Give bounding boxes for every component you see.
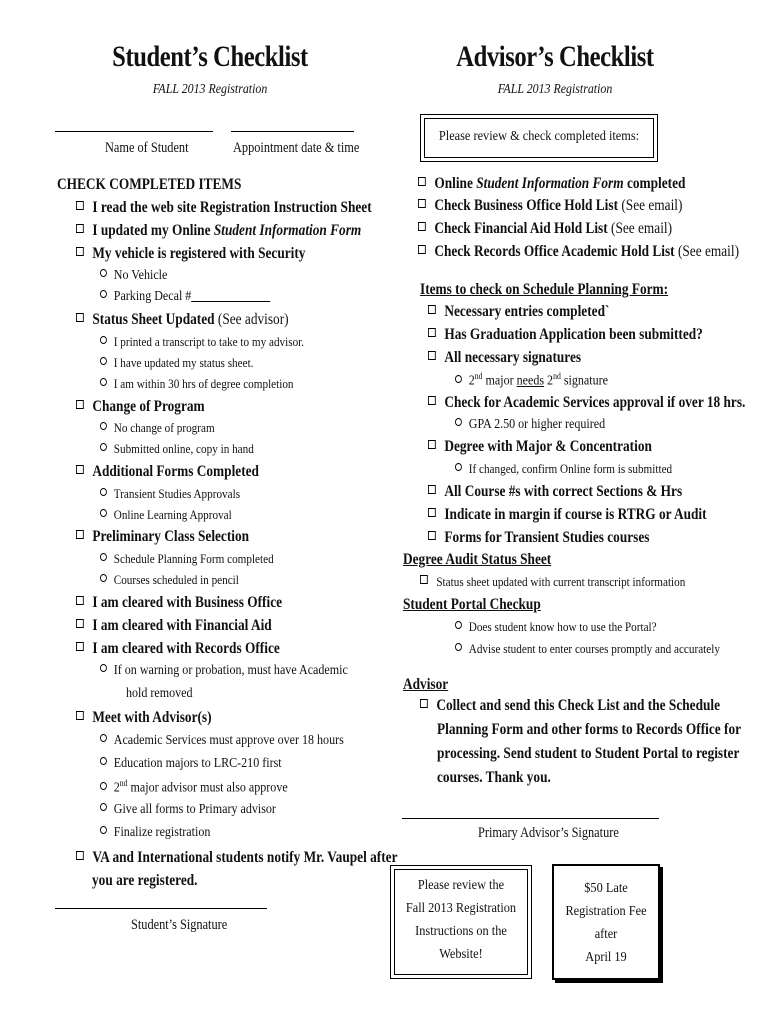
advisor-subtitle: FALL 2013 Registration bbox=[497, 82, 613, 97]
radio-circle[interactable] bbox=[100, 336, 107, 344]
radio-circle[interactable] bbox=[455, 621, 462, 629]
student-item[interactable]: Additional Forms Completed bbox=[76, 463, 259, 481]
student-item[interactable]: My vehicle is registered with Security bbox=[76, 245, 305, 263]
checkbox[interactable] bbox=[76, 530, 84, 539]
radio-circle[interactable] bbox=[100, 488, 107, 496]
check-completed-heading: CHECK COMPLETED ITEMS bbox=[57, 176, 242, 193]
review-box-text: Please review & check completed items: bbox=[438, 129, 640, 144]
parking-decal-field[interactable] bbox=[191, 289, 270, 302]
student-name-label: Name of Student bbox=[105, 140, 189, 156]
advisor-heading: Advisor bbox=[403, 676, 449, 693]
notice-line: Fall 2013 Registration bbox=[405, 901, 517, 916]
fee-line: after bbox=[594, 927, 618, 942]
checkbox[interactable] bbox=[428, 396, 436, 405]
schedule-item[interactable]: Check for Academic Services approval if over 18 hrs. bbox=[428, 394, 745, 412]
sub-item[interactable]: 2nd major advisor must also approve bbox=[100, 778, 288, 797]
radio-circle[interactable] bbox=[100, 782, 107, 790]
sub-item[interactable]: I am within 30 hrs of degree completion bbox=[100, 376, 294, 392]
radio-circle[interactable] bbox=[100, 664, 107, 672]
radio-circle[interactable] bbox=[455, 463, 462, 471]
student-item[interactable]: Change of Program bbox=[76, 398, 205, 416]
advisor-item[interactable]: Check Records Office Academic Hold List (See email) bbox=[418, 243, 739, 261]
advisor-checklist-title: Advisor’s Checklist bbox=[456, 40, 654, 73]
checkbox[interactable] bbox=[76, 247, 84, 256]
schedule-sub-item[interactable]: If changed, confirm Online form is submitted bbox=[455, 461, 672, 477]
sub-item[interactable]: Give all forms to Primary advisor bbox=[100, 802, 276, 818]
checkbox[interactable] bbox=[76, 596, 84, 605]
student-item[interactable]: Status Sheet Updated (See advisor) bbox=[76, 311, 289, 329]
appointment-line bbox=[231, 131, 354, 132]
checkbox[interactable] bbox=[420, 575, 428, 584]
checkbox[interactable] bbox=[428, 328, 436, 337]
checkbox[interactable] bbox=[418, 222, 426, 231]
advisor-item[interactable]: Check Business Office Hold List (See email) bbox=[418, 197, 682, 215]
student-name-line bbox=[55, 131, 213, 132]
checkbox[interactable] bbox=[428, 440, 436, 449]
student-item[interactable]: Preliminary Class Selection bbox=[76, 528, 249, 546]
advisor-instruction-line: processing. Send student to Student Portal to register bbox=[437, 745, 740, 762]
checkbox[interactable] bbox=[76, 851, 84, 860]
sub-item[interactable]: If on warning or probation, must have Academic bbox=[100, 663, 348, 679]
advisor-instruction-line: Planning Form and other forms to Records Office for bbox=[437, 721, 742, 738]
radio-circle[interactable] bbox=[100, 290, 107, 298]
radio-circle[interactable] bbox=[100, 422, 107, 430]
sub-item[interactable]: I have updated my status sheet. bbox=[100, 355, 253, 371]
notice-line: Instructions on the bbox=[415, 924, 507, 939]
schedule-item[interactable]: All Course #s with correct Sections & Hrs bbox=[428, 483, 682, 501]
checkbox[interactable] bbox=[418, 199, 426, 208]
advisor-instruction-line: courses. Thank you. bbox=[437, 769, 551, 786]
sub-item[interactable]: Online Learning Approval bbox=[100, 507, 232, 523]
student-signature-label: Student’s Signature bbox=[131, 917, 228, 933]
radio-circle[interactable] bbox=[455, 418, 462, 426]
sub-item[interactable]: Finalize registration bbox=[100, 825, 210, 841]
student-item[interactable]: I updated my Online Student Information Form bbox=[76, 222, 361, 240]
sub-item[interactable]: Submitted online, copy in hand bbox=[100, 441, 254, 457]
schedule-item[interactable]: Degree with Major & Concentration bbox=[428, 438, 652, 456]
checkbox[interactable] bbox=[76, 711, 84, 720]
student-item[interactable]: VA and International students notify Mr. Vaupel after bbox=[76, 849, 397, 867]
checkbox[interactable] bbox=[418, 177, 426, 186]
student-item[interactable]: I am cleared with Business Office bbox=[76, 594, 282, 612]
sub-item[interactable]: Transient Studies Approvals bbox=[100, 486, 240, 502]
sub-item[interactable]: Schedule Planning Form completed bbox=[100, 551, 274, 567]
schedule-item[interactable]: Necessary entries completed` bbox=[428, 303, 609, 321]
radio-circle[interactable] bbox=[100, 509, 107, 517]
radio-circle[interactable] bbox=[100, 734, 107, 742]
schedule-item[interactable]: Has Graduation Application been submitted? bbox=[428, 326, 703, 344]
late-fee-box bbox=[552, 864, 660, 980]
schedule-item[interactable]: Indicate in margin if course is RTRG or Audit bbox=[428, 506, 707, 524]
checkbox[interactable] bbox=[76, 465, 84, 474]
student-item[interactable]: Meet with Advisor(s) bbox=[76, 709, 212, 727]
review-box bbox=[420, 114, 658, 162]
checkbox[interactable] bbox=[420, 699, 428, 708]
checkbox[interactable] bbox=[428, 508, 436, 517]
sub-item[interactable]: Parking Decal # bbox=[100, 289, 270, 305]
radio-circle[interactable] bbox=[100, 357, 107, 365]
notice-line: Website! bbox=[439, 947, 483, 962]
checkbox[interactable] bbox=[76, 619, 84, 628]
radio-circle[interactable] bbox=[100, 553, 107, 561]
checkbox[interactable] bbox=[76, 224, 84, 233]
sub-item[interactable]: No change of program bbox=[100, 420, 215, 436]
radio-circle[interactable] bbox=[100, 757, 107, 765]
schedule-item[interactable]: All necessary signatures bbox=[428, 349, 581, 367]
checkbox[interactable] bbox=[428, 485, 436, 494]
sub-item-continued: hold removed bbox=[126, 686, 193, 701]
student-item[interactable]: I am cleared with Financial Aid bbox=[76, 617, 272, 635]
radio-circle[interactable] bbox=[455, 643, 462, 651]
portal-item[interactable]: Advise student to enter courses promptly and accurately bbox=[455, 641, 720, 657]
radio-circle[interactable] bbox=[455, 375, 462, 383]
advisor-signature-label: Primary Advisor’s Signature bbox=[478, 825, 619, 841]
radio-circle[interactable] bbox=[100, 826, 107, 834]
radio-circle[interactable] bbox=[100, 269, 107, 277]
student-checklist-title: Student’s Checklist bbox=[112, 40, 308, 73]
checkbox[interactable] bbox=[428, 305, 436, 314]
radio-circle[interactable] bbox=[100, 574, 107, 582]
schedule-sub-item[interactable]: 2nd major needs 2nd signature bbox=[455, 371, 608, 390]
appointment-label: Appointment date & time bbox=[233, 140, 360, 156]
instructions-notice-box bbox=[390, 865, 532, 979]
fee-line: Registration Fee bbox=[565, 904, 647, 919]
schedule-planning-heading: Items to check on Schedule Planning Form: bbox=[420, 281, 669, 298]
checkbox[interactable] bbox=[428, 531, 436, 540]
checkbox[interactable] bbox=[76, 400, 84, 409]
schedule-sub-item[interactable]: GPA 2.50 or higher required bbox=[455, 417, 605, 433]
student-signature-line bbox=[55, 908, 267, 909]
sub-item[interactable]: Courses scheduled in pencil bbox=[100, 572, 239, 588]
schedule-item[interactable]: Forms for Transient Studies courses bbox=[428, 529, 649, 547]
radio-circle[interactable] bbox=[100, 443, 107, 451]
sub-item[interactable]: I printed a transcript to take to my advisor. bbox=[100, 334, 304, 350]
sub-item[interactable]: Education majors to LRC-210 first bbox=[100, 756, 282, 772]
fee-line: $50 Late bbox=[584, 881, 628, 896]
checkbox[interactable] bbox=[428, 351, 436, 360]
student-item[interactable]: I read the web site Registration Instruction Sheet bbox=[76, 199, 372, 217]
radio-circle[interactable] bbox=[100, 803, 107, 811]
sub-item[interactable]: No Vehicle bbox=[100, 268, 167, 284]
portal-item[interactable]: Does student know how to use the Portal? bbox=[455, 619, 657, 635]
advisor-signature-line bbox=[402, 818, 659, 819]
student-item-continued: you are registered. bbox=[92, 872, 198, 889]
degree-audit-heading: Degree Audit Status Sheet bbox=[403, 551, 552, 568]
radio-circle[interactable] bbox=[100, 378, 107, 386]
student-item[interactable]: I am cleared with Records Office bbox=[76, 640, 280, 658]
advisor-item[interactable]: Online Student Information Form completed bbox=[418, 175, 685, 193]
checkbox[interactable] bbox=[76, 201, 84, 210]
checkbox[interactable] bbox=[76, 642, 84, 651]
student-portal-heading: Student Portal Checkup bbox=[403, 596, 541, 613]
sub-item[interactable]: Academic Services must approve over 18 hours bbox=[100, 733, 344, 749]
degree-audit-item[interactable]: Status sheet updated with current transcript information bbox=[420, 574, 685, 590]
advisor-item[interactable]: Check Financial Aid Hold List (See email) bbox=[418, 220, 672, 238]
fee-line: April 19 bbox=[585, 950, 627, 965]
student-subtitle: FALL 2013 Registration bbox=[152, 82, 268, 97]
checkbox[interactable] bbox=[418, 245, 426, 254]
checkbox[interactable] bbox=[76, 313, 84, 322]
advisor-instruction[interactable]: Collect and send this Check List and the Schedule bbox=[420, 697, 720, 715]
notice-line: Please review the bbox=[417, 878, 505, 893]
